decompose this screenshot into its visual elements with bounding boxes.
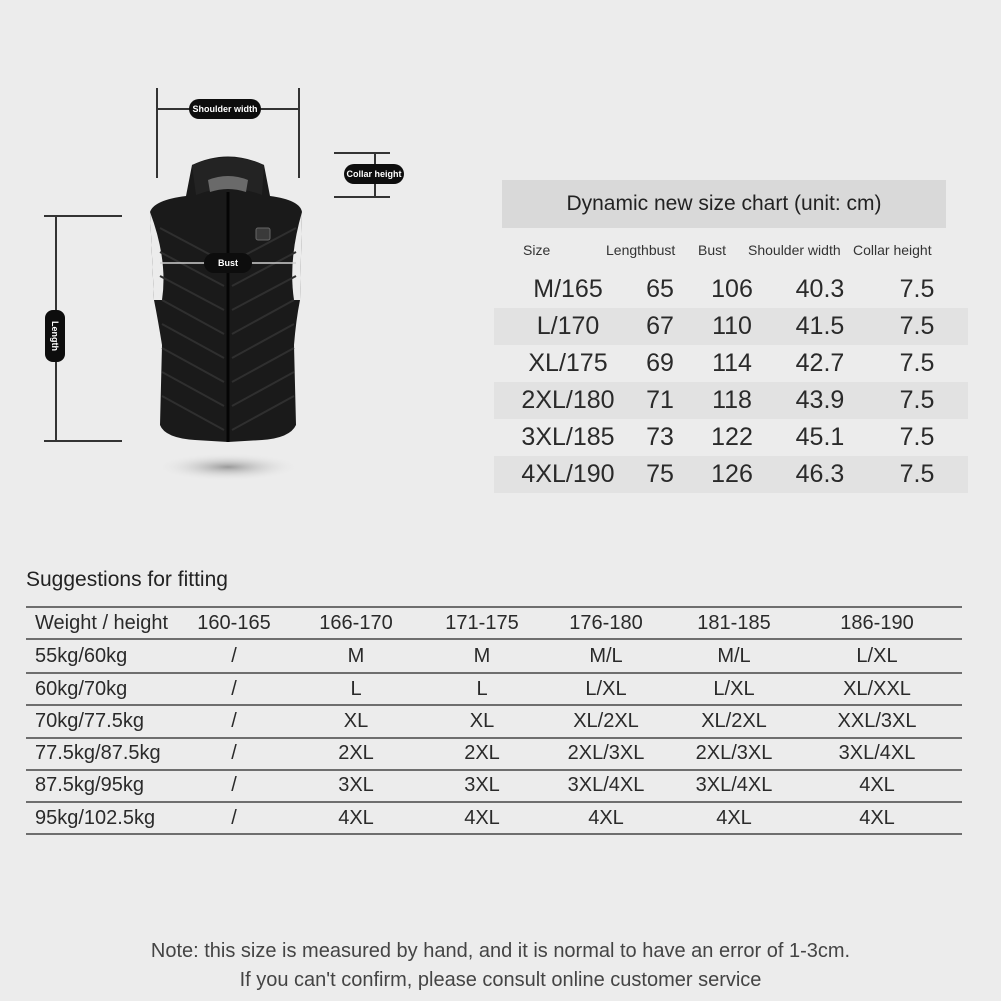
size-chart-cell: 4XL/190 <box>521 460 615 488</box>
size-chart-header-size: Size <box>523 242 551 258</box>
size-chart-row <box>494 419 968 456</box>
fitting-row-weight: 77.5kg/87.5kg <box>35 742 161 764</box>
fitting-cell: / <box>231 710 237 732</box>
fitting-cell: XL <box>469 710 495 732</box>
fitting-header-height: 186-190 <box>840 612 914 634</box>
fitting-cell: 3XL/4XL <box>567 774 645 796</box>
fitting-cell: XL/XXL <box>843 678 911 700</box>
fitting-row-weight: 70kg/77.5kg <box>35 710 144 732</box>
fitting-cell: / <box>231 774 237 796</box>
size-chart-row <box>494 456 968 493</box>
fitting-cell: 3XL/4XL <box>695 774 773 796</box>
fitting-cell: XXL/3XL <box>837 710 917 732</box>
fitting-header-height: 171-175 <box>445 612 519 634</box>
fitting-cell: XL/2XL <box>701 710 767 732</box>
fitting-cell: M <box>473 645 491 667</box>
size-chart-cell: 41.5 <box>795 312 845 340</box>
fitting-title: Suggestions for fitting <box>26 568 228 591</box>
fitting-cell: L/XL <box>713 678 755 700</box>
fitting-cell: XL <box>343 710 369 732</box>
size-chart-cell: 67 <box>646 312 674 340</box>
size-chart-cell: 40.3 <box>795 275 845 303</box>
fitting-cell: 2XL/3XL <box>567 742 645 764</box>
fitting-header-height: 166-170 <box>319 612 393 634</box>
fitting-cell: 3XL/4XL <box>838 742 916 764</box>
fitting-cell: M/L <box>589 645 623 667</box>
fitting-cell: / <box>231 742 237 764</box>
size-chart-cell: 106 <box>711 275 753 303</box>
fitting-cell: 4XL <box>464 807 500 829</box>
size-chart-cell: 42.7 <box>795 349 845 377</box>
fitting-cell: 4XL <box>588 807 624 829</box>
fitting-cell: M/L <box>717 645 751 667</box>
note-line-1: Note: this size is measured by hand, and it is normal to have an error of 1-3cm. <box>150 940 851 962</box>
note-line-2: If you can't confirm, please consult online customer service <box>239 969 762 991</box>
fitting-cell: L <box>350 678 362 700</box>
size-chart-cell: 7.5 <box>899 386 935 414</box>
size-chart-cell: 43.9 <box>795 386 845 414</box>
fitting-cell: 3XL <box>338 774 374 796</box>
size-chart-cell: 114 <box>712 349 752 377</box>
shoulder-width-label: Shoulder width <box>189 99 261 119</box>
fitting-cell: L <box>476 678 488 700</box>
size-chart-cell: 118 <box>712 386 752 414</box>
fitting-header-label: Weight / height <box>35 612 169 634</box>
fitting-cell: 4XL <box>859 774 895 796</box>
size-chart-cell: 46.3 <box>795 460 845 488</box>
size-chart-cell: 122 <box>711 423 753 451</box>
bust-label: Bust <box>204 253 252 273</box>
length-label-text: Length <box>50 321 60 351</box>
size-chart-header-lengthbust: Lengthbust <box>606 242 676 258</box>
size-chart-cell: 7.5 <box>899 275 935 303</box>
size-chart-cell: 110 <box>712 312 752 340</box>
size-chart-cell: 65 <box>646 275 674 303</box>
fitting-cell: 4XL <box>338 807 374 829</box>
fitting-cell: 4XL <box>716 807 752 829</box>
fitting-row-weight: 60kg/70kg <box>35 678 128 700</box>
fitting-cell: / <box>231 645 237 667</box>
fitting-cell: 3XL <box>464 774 500 796</box>
measurement-note <box>0 937 1001 995</box>
collar-height-label: Collar height <box>344 164 404 184</box>
size-chart-cell: 2XL/180 <box>521 386 615 414</box>
size-chart-row <box>494 271 968 308</box>
size-chart-cell: 7.5 <box>899 312 935 340</box>
size-chart-cell: 71 <box>646 386 674 414</box>
table-rule <box>26 833 962 835</box>
size-chart-cell: 69 <box>646 349 674 377</box>
vest-icon <box>150 157 302 443</box>
fitting-cell: M <box>347 645 365 667</box>
size-chart-cell: 73 <box>646 423 674 451</box>
fitting-header-height: 160-165 <box>197 612 271 634</box>
fitting-cell: / <box>231 807 237 829</box>
fitting-cell: 4XL <box>859 807 895 829</box>
size-chart-cell: 3XL/185 <box>521 423 615 451</box>
fitting-row-weight: 55kg/60kg <box>35 645 128 667</box>
size-chart-header-shoulder-width: Shoulder width <box>748 242 841 258</box>
size-chart-cell: 126 <box>711 460 753 488</box>
size-chart-cell: M/165 <box>533 275 603 303</box>
vest-diagram <box>0 0 480 520</box>
fitting-cell: 2XL/3XL <box>695 742 773 764</box>
size-chart-row <box>494 345 968 382</box>
size-chart-title: Dynamic new size chart (unit: cm) <box>502 180 946 228</box>
fitting-header-height: 176-180 <box>569 612 643 634</box>
size-chart-cell: 45.1 <box>795 423 845 451</box>
size-chart-cell: 7.5 <box>899 349 935 377</box>
fitting-cell: L/XL <box>585 678 627 700</box>
size-chart-cell: 75 <box>646 460 674 488</box>
fitting-header-height: 181-185 <box>697 612 771 634</box>
size-chart-cell: 7.5 <box>899 423 935 451</box>
size-chart-row <box>494 308 968 345</box>
fitting-row-weight: 95kg/102.5kg <box>35 807 156 829</box>
fitting-cell: 2XL <box>338 742 374 764</box>
length-label <box>45 310 65 362</box>
size-chart-header-bust: Bust <box>698 242 727 258</box>
fitting-cell: XL/2XL <box>573 710 639 732</box>
fitting-cell: 2XL <box>464 742 500 764</box>
size-chart-row <box>494 382 968 419</box>
fitting-cell: / <box>231 678 237 700</box>
size-chart-cell: L/170 <box>536 312 600 340</box>
fitting-cell: L/XL <box>856 645 898 667</box>
table-rule <box>26 638 962 640</box>
size-chart-cell: XL/175 <box>528 349 608 377</box>
size-chart-header-collar-height: Collar height <box>853 242 932 258</box>
fitting-row-weight: 87.5kg/95kg <box>35 774 144 796</box>
size-chart-cell: 7.5 <box>899 460 935 488</box>
